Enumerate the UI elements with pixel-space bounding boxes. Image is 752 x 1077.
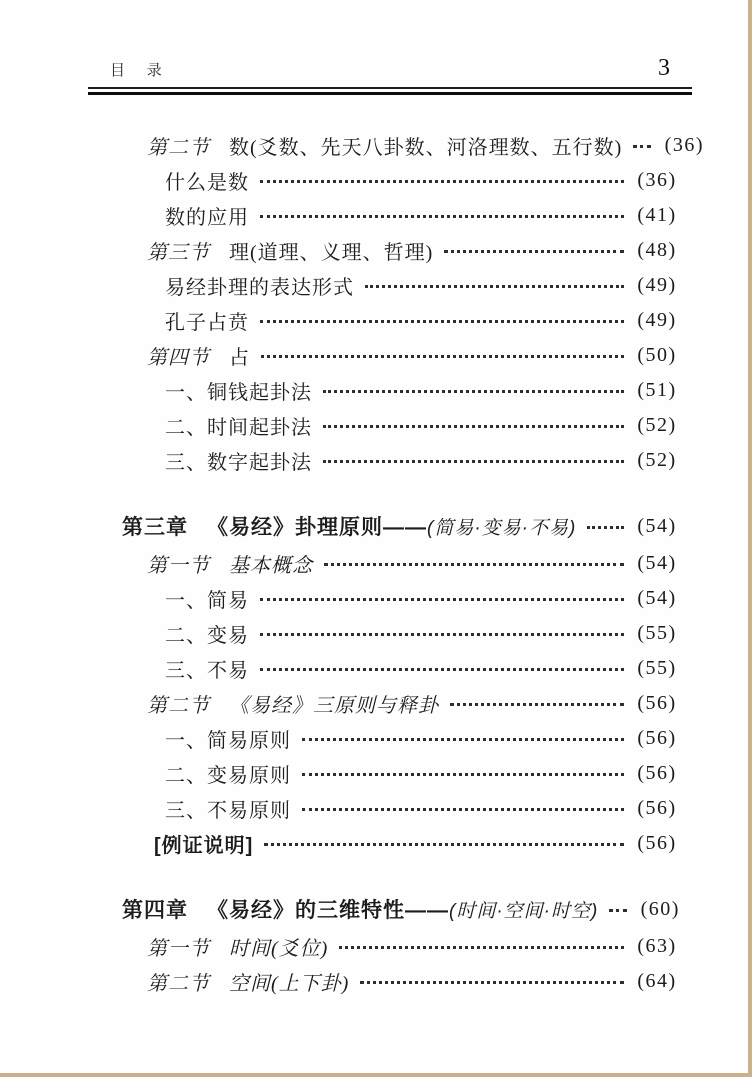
toc-entry-prefix: 第四节 [147, 347, 210, 369]
toc-entry-page: (56) [637, 692, 677, 714]
toc-entry-title: 一、铜钱起卦法 [165, 382, 312, 404]
toc-entry [88, 546, 692, 581]
toc-entry-page: (51) [637, 379, 677, 401]
toc-entry [88, 826, 692, 861]
toc-entry-prefix: 第三章 [122, 516, 188, 539]
table-of-contents [88, 128, 704, 999]
dot-leader [260, 180, 624, 183]
scan-edge-right [748, 0, 752, 1077]
dot-leader [302, 738, 624, 741]
dot-leader [260, 215, 624, 218]
toc-entry-title: 一、简易 [165, 590, 249, 612]
toc-entry-title: 孔子占贲 [165, 312, 249, 334]
toc-entry-page: (49) [637, 309, 677, 331]
toc-entry-page: (52) [637, 449, 677, 471]
toc-entry-title: 《易经》卦理原则—— [207, 516, 427, 539]
toc-entry-page: (54) [637, 514, 677, 537]
toc-entry [88, 303, 692, 338]
toc-entry-title: 二、时间起卦法 [165, 417, 312, 439]
toc-entry-page: (56) [637, 797, 677, 819]
toc-entry-title: 《易经》三原则与释卦 [229, 695, 439, 717]
toc-entry [88, 373, 692, 408]
toc-entry-page: (56) [637, 727, 677, 749]
toc-entry-page: (63) [637, 935, 677, 957]
dot-leader [323, 425, 624, 428]
toc-entry-title: 基本概念 [229, 555, 313, 577]
dot-leader [365, 285, 624, 288]
toc-entry [88, 756, 692, 791]
page-number: 3 [658, 55, 670, 81]
running-title: 目 录 [110, 63, 171, 79]
dot-leader [260, 320, 624, 323]
toc-group [88, 506, 692, 861]
dot-leader [260, 668, 624, 671]
toc-group [88, 128, 704, 478]
header-rule-thick [88, 92, 692, 95]
toc-entry [88, 721, 692, 756]
dot-leader [264, 843, 624, 846]
toc-entry-page: (55) [637, 622, 677, 644]
toc-entry-prefix: 第一节 [147, 938, 210, 960]
toc-entry [88, 408, 692, 443]
toc-entry [88, 338, 692, 373]
toc-entry-title: 三、数字起卦法 [165, 452, 312, 474]
toc-entry [88, 163, 692, 198]
toc-entry-prefix: 第一节 [147, 555, 210, 577]
dot-leader [323, 460, 624, 463]
toc-entry-prefix: 第二节 [147, 973, 210, 995]
toc-entry-title: 《易经》的三维特性—— [207, 899, 449, 922]
dot-leader [450, 703, 624, 706]
dot-leader [609, 909, 627, 912]
toc-entry-page: (48) [637, 239, 677, 261]
dot-leader [444, 250, 624, 253]
toc-entry [88, 686, 692, 721]
toc-entry [88, 128, 704, 163]
toc-entry [88, 198, 692, 233]
toc-entry-title: 数(爻数、先天八卦数、河洛理数、五行数) [229, 137, 623, 159]
page-content [88, 0, 704, 999]
toc-entry-title: 时间(爻位) [229, 938, 329, 960]
toc-entry-title: 易经卦理的表达形式 [165, 277, 354, 299]
toc-entry [88, 651, 692, 686]
dot-leader [260, 598, 624, 601]
toc-entry-page: (54) [637, 587, 677, 609]
dot-leader [324, 563, 624, 566]
toc-entry-page: (36) [637, 169, 677, 191]
toc-entry-page: (41) [637, 204, 677, 226]
toc-entry-note: (时间·空间·时空) [449, 900, 599, 922]
toc-entry-page: (54) [637, 552, 677, 574]
toc-entry-title: 数的应用 [165, 207, 249, 229]
toc-entry [88, 581, 692, 616]
toc-entry-page: (49) [637, 274, 677, 296]
toc-entry [88, 616, 692, 651]
toc-entry-page: (36) [664, 134, 704, 156]
toc-entry-title: 三、不易原则 [165, 800, 291, 822]
toc-entry [88, 443, 692, 478]
toc-entry [88, 791, 692, 826]
dot-leader [302, 773, 624, 776]
toc-entry-prefix: 第二节 [147, 137, 210, 159]
toc-entry-title: 三、不易 [165, 660, 249, 682]
toc-entry-prefix: 第二节 [147, 695, 210, 717]
toc-entry [88, 233, 692, 268]
toc-entry [88, 268, 692, 303]
header-rule-thin [88, 87, 692, 89]
toc-entry-title: 一、简易原则 [165, 730, 291, 752]
toc-entry [88, 964, 692, 999]
toc-entry-page: (56) [637, 832, 677, 854]
toc-entry-page: (55) [637, 657, 677, 679]
scan-edge-bottom [0, 1073, 752, 1077]
dot-leader [339, 946, 624, 949]
toc-entry-title: 空间(上下卦) [229, 973, 350, 995]
toc-entry [88, 929, 692, 964]
toc-entry-title: 理(道理、义理、哲理) [229, 242, 434, 264]
toc-entry-page: (50) [637, 344, 677, 366]
dot-leader [633, 145, 651, 148]
toc-entry-title: 二、变易原则 [165, 765, 291, 787]
toc-entry-prefix: 第三节 [147, 242, 210, 264]
toc-entry-page: (64) [637, 970, 677, 992]
dot-leader [323, 390, 624, 393]
toc-entry [88, 506, 692, 546]
toc-entry-title: 什么是数 [165, 172, 249, 194]
page-header [88, 54, 692, 80]
toc-entry-note: (简易·变易·不易) [427, 517, 577, 539]
dot-leader [261, 355, 624, 358]
toc-entry-title: 二、变易 [165, 625, 249, 647]
dot-leader [587, 526, 624, 529]
dot-leader [260, 633, 624, 636]
toc-entry-page: (60) [640, 897, 680, 920]
toc-entry-title: 占 [229, 347, 250, 369]
toc-entry-page: (56) [637, 762, 677, 784]
dot-leader [302, 808, 624, 811]
dot-leader [360, 981, 624, 984]
toc-entry [88, 889, 692, 929]
toc-entry-title: [例证说明] [154, 835, 254, 857]
toc-entry-prefix: 第四章 [122, 899, 188, 922]
toc-entry-page: (52) [637, 414, 677, 436]
toc-group [88, 889, 692, 999]
